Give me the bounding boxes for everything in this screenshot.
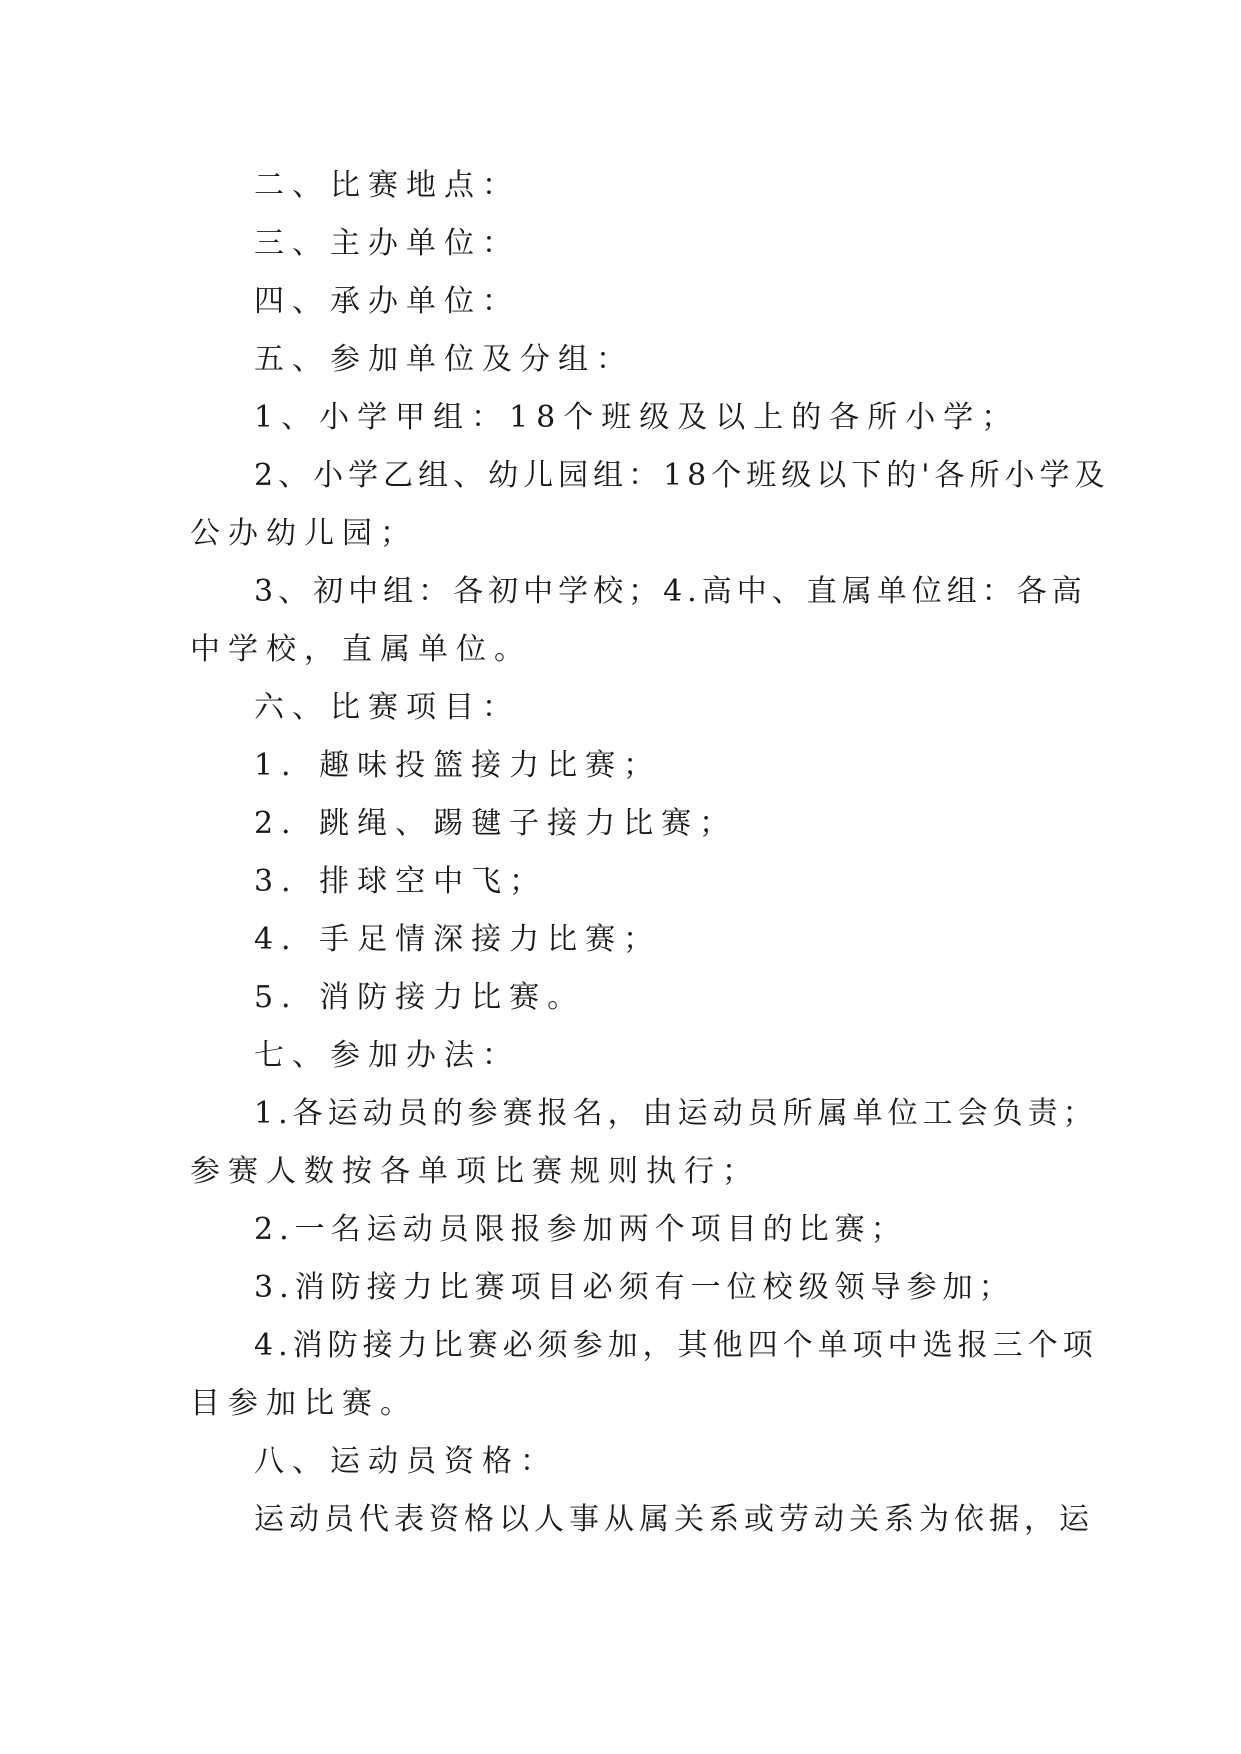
list-item: 3．排球空中飞； bbox=[254, 864, 548, 899]
paragraph-line: 4.消防接力比赛必须参加，其他四个单项中选报三个项 bbox=[254, 1328, 1098, 1363]
heading-host: 四、承办单位： bbox=[254, 284, 520, 319]
paragraph-line: 3、初中组：各初中学校；4.高中、直属单位组：各高 bbox=[254, 574, 1087, 609]
document-body bbox=[190, 157, 1110, 1549]
paragraph-line: 目参加比赛。 bbox=[190, 1386, 418, 1421]
paragraph-line: 运动员代表资格以人事从属关系或劳动关系为依据，运 bbox=[254, 1502, 1094, 1537]
list-item: 4．手足情深接力比赛； bbox=[254, 922, 662, 957]
heading-method: 七、参加办法： bbox=[254, 1038, 520, 1073]
paragraph-line: 3.消防接力比赛项目必须有一位校级领导参加； bbox=[254, 1270, 1015, 1305]
paragraph-line: 公办幼儿园； bbox=[190, 516, 418, 551]
heading-participants: 五、参加单位及分组： bbox=[254, 342, 634, 377]
paragraph-line: 1.各运动员的参赛报名，由运动员所属单位工会负责； bbox=[254, 1096, 1098, 1131]
heading-events: 六、比赛项目： bbox=[254, 690, 520, 725]
list-item: 5．消防接力比赛。 bbox=[254, 980, 586, 1015]
paragraph-line: 2、小学乙组、幼儿园组：18个班级以下的'各所小学及 bbox=[254, 458, 1110, 493]
heading-organizer: 三、主办单位： bbox=[254, 226, 520, 261]
heading-eligibility: 八、运动员资格： bbox=[254, 1444, 558, 1479]
paragraph-line: 1、小学甲组：18个班级及以上的各所小学； bbox=[254, 400, 1020, 435]
paragraph-line: 参赛人数按各单项比赛规则执行； bbox=[190, 1154, 760, 1189]
list-item: 1．趣味投篮接力比赛； bbox=[254, 748, 662, 783]
list-item: 2．跳绳、踢毽子接力比赛； bbox=[254, 806, 738, 841]
paragraph-line: 中学校，直属单位。 bbox=[190, 632, 532, 667]
paragraph-line: 2.一名运动员限报参加两个项目的比赛； bbox=[254, 1212, 907, 1247]
heading-venue: 二、比赛地点： bbox=[254, 168, 520, 203]
